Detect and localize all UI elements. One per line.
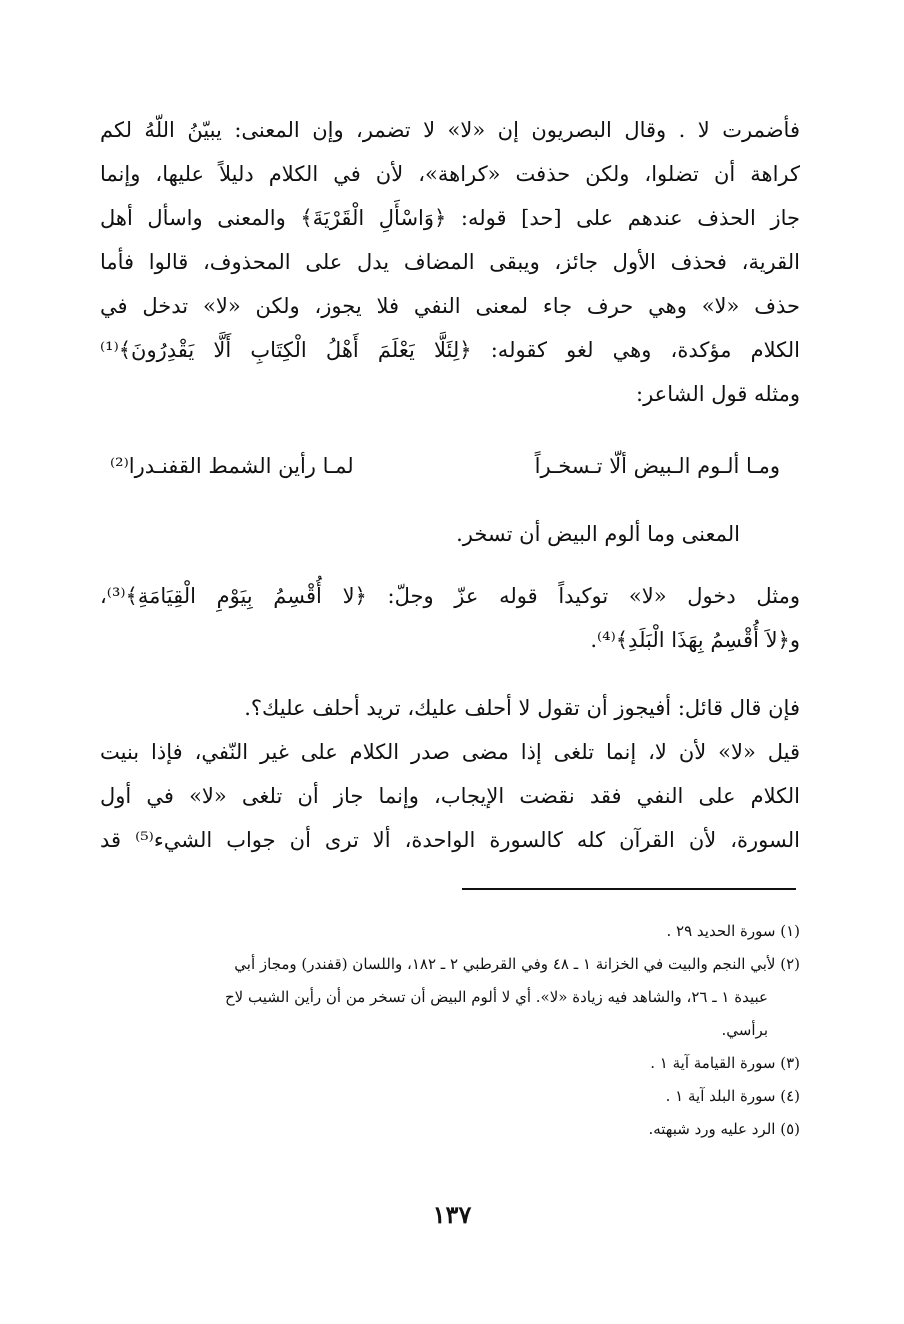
verse-first-hemistich: ومـا ألـوم الـبيض ألّا تـسخـراً (534, 454, 780, 478)
footnote-4: (٤) سورة البلد آية ١ . (665, 1087, 800, 1105)
footnote-2-continued: برأسي. (721, 1021, 768, 1039)
text-line: جاز الحذف عندهم على [حد] قوله: ﴿وَاسْأَلِ الْقَرْيَةَ﴾ والمعنى واسأل أهل (100, 206, 800, 230)
text-line: فإن قال قائل: أفيجوز أن تقول لا أحلف عليك، تريد أحلف عليك؟. (244, 696, 800, 720)
paragraph-1 (100, 108, 800, 416)
footnote-2: (٢) لأبي النجم والبيت في الخزانة ١ ـ ٤٨ وفي القرطبي ٢ ـ ١٨٢، واللسان (قفندر) ومجاز أبي (234, 955, 800, 973)
text-line: القرية، فحذف الأول جائز، ويبقى المضاف يدل على المحذوف، قالوا فأما (100, 250, 800, 274)
text-line: كراهة أن تضلوا، ولكن حذفت «كراهة»، لأن في الكلام دليلاً عليها، وإنما (100, 162, 800, 186)
footnotes (136, 915, 800, 1146)
paragraph-2 (100, 574, 800, 662)
text-line: ومثل دخول «لا» توكيداً قوله عزّ وجلّ: ﴿لا أُقْسِمُ بِيَوْمِ الْقِيَامَةِ﴾⁽³⁾، (100, 584, 800, 608)
text-line: ومثله قول الشاعر: (636, 382, 800, 406)
footnote-5: (٥) الرد عليه ورد شبهته. (648, 1120, 800, 1138)
text-line: الكلام مؤكدة، وهي لغو كقوله: ﴿لِئَلَّا يَعْلَمَ أَهْلُ الْكِتَابِ أَلَّا يَقْدِرُونَ﴾⁽¹⁾ (100, 338, 800, 362)
verse-explanation (40, 512, 740, 556)
text-line: الكلام على النفي فقد نقضت الإيجاب، وإنما جاز أن تلغى «لا» في أول (100, 784, 800, 808)
paragraph-3 (100, 686, 800, 862)
page-number: ١٣٧ (432, 1200, 472, 1229)
verse-second-hemistich: لمـا رأين الشمط القفنـدرا⁽²⁾ (110, 454, 354, 478)
text-line: فأضمرت لا . وقال البصريون إن «لا» لا تضمر، وإن المعنى: يبيّنُ اللّهُ لكم (100, 118, 800, 142)
poetry-verse (100, 444, 800, 488)
text-line: حذف «لا» وهي حرف جاء لمعنى النفي فلا يجوز، ولكن «لا» تدخل في (100, 294, 800, 318)
footnote-1: (١) سورة الحديد ٢٩ . (666, 922, 800, 940)
footnote-3: (٣) سورة القيامة آية ١ . (650, 1054, 800, 1072)
footnote-2-continued: عبيدة ١ ـ ٢٦، والشاهد فيه زيادة «لا». أي لا ألوم البيض أن تسخر من أن رأين الشيب لاح (224, 988, 768, 1006)
text-line: السورة، لأن القرآن كله كالسورة الواحدة، ألا ترى أن جواب الشيء⁽⁵⁾ قد (100, 828, 800, 852)
text-line: قيل «لا» لأن لا، إنما تلغى إذا مضى صدر الكلام على غير النّفي، فإذا بنيت (100, 740, 800, 764)
footnote-separator (462, 888, 796, 890)
text-line: و﴿لاَ أُقْسِمُ بِهَذَا الْبَلَدِ﴾⁽⁴⁾. (590, 628, 800, 652)
text-line: المعنى وما ألوم البيض أن تسخر. (456, 522, 740, 546)
